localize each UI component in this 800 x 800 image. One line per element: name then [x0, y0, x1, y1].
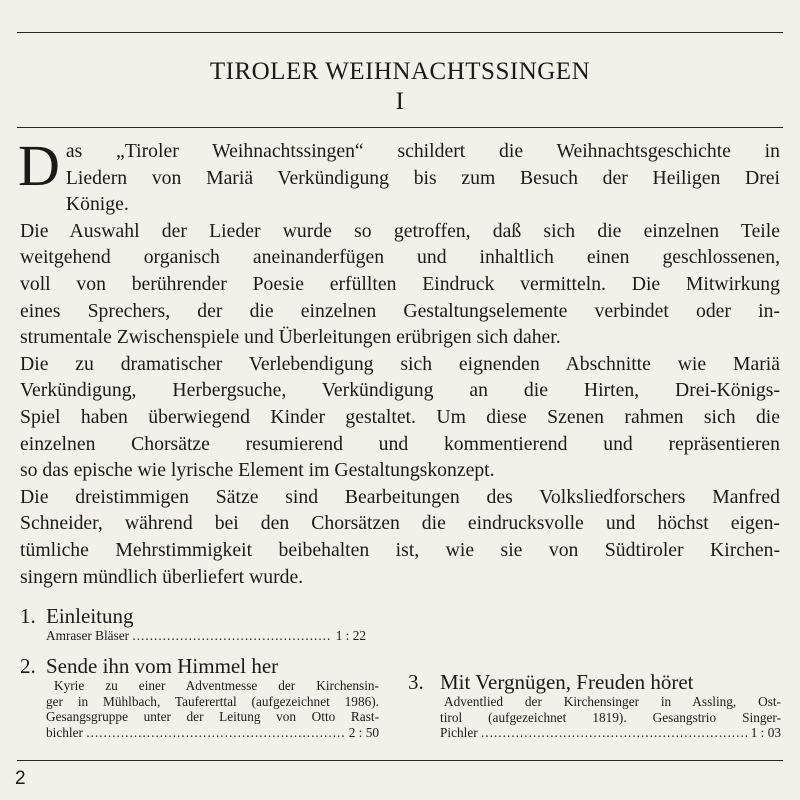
drop-cap: D — [18, 133, 60, 198]
track-duration-line — [46, 725, 379, 741]
intro-text — [18, 133, 780, 590]
intro-line: Spiel haben überwiegend Kinder gestaltet. Um diese Szenen rahmen sich die — [20, 405, 780, 428]
intro-line: Verkündigung, Herbergsuche, Verkündigung an die Hirten, Drei-Königs- — [20, 379, 780, 402]
track-duration: 2 : 50 — [348, 724, 379, 740]
track-number: 2. — [20, 654, 36, 678]
track-credit-line: Kyrie zu einer Adventmesse der Kirchensin- — [54, 678, 379, 693]
track-duration: 1 : 03 — [750, 725, 781, 740]
track-heading — [408, 670, 780, 694]
intro-line: singern mündlich überliefert wurde. — [20, 565, 304, 588]
leader-dots — [86, 725, 345, 741]
intro-line: tümliche Mehrstimmigkeit beibehalten ist, wie sie von Südtiroler Kirchen- — [20, 538, 780, 561]
track-credit-line: ger in Mühlbach, Taufererttal (aufgezeichnet 1986). — [46, 693, 379, 709]
track-entry — [20, 604, 380, 644]
track-entry — [408, 670, 780, 741]
track-credit-line: tirol (aufgezeichnet 1819). Gesangstrio Singer- — [440, 709, 781, 725]
track-title: Sende ihn vom Himmel her — [46, 654, 279, 678]
intro-line: Schneider, während bei den Chorsätzen die eindrucksvolle und höchst eigen- — [20, 512, 780, 535]
track-credit-line: Gesangsgruppe unter der Leitung von Otto Rast- — [46, 709, 379, 724]
intro-line: weitgehend organisch aneinanderfügen und inhaltlich einen geschlossenen, — [20, 246, 780, 269]
intro-line: strumentale Zwischenspiele und Überleitungen erübrigen sich daher. — [20, 326, 561, 349]
leader-dots — [132, 628, 332, 644]
track-credits — [440, 694, 781, 741]
footer-rule — [17, 760, 783, 761]
track-heading — [20, 654, 380, 678]
track-title: Mit Vergnügen, Freuden höret — [440, 670, 694, 694]
volume-number: I — [395, 88, 405, 115]
track-title: Einleitung — [46, 604, 134, 628]
intro-line: Die zu dramatischer Verlebendigung sich eignenden Abschnitte wie Mariä — [20, 352, 780, 375]
page-title: TIROLER WEIHNACHTSSINGEN — [209, 58, 591, 85]
intro-line: Die dreistimmigen Sätze sind Bearbeitungen des Volksliedforschers Manfred — [20, 485, 780, 508]
intro-line: einzelnen Chorsätze resumierend und kommentierend und repräsentieren — [20, 432, 780, 455]
intro-line: Liedern von Mariä Verkündigung bis zum Besuch der Heiligen Drei — [65, 166, 780, 189]
track-credit-line: Adventlied der Kirchensinger in Assling, Ost- — [444, 694, 781, 709]
track-duration: 1 : 22 — [335, 628, 366, 643]
page-number: 2 — [15, 768, 26, 789]
intro-line: so das epische wie lyrische Element im Gestaltungskonzept. — [20, 459, 495, 482]
track-credits — [46, 628, 366, 644]
intro-line: eines Sprechers, der die einzelnen Gestaltungselemente verbindet oder in- — [20, 299, 780, 322]
track-credit-final: Pichler — [440, 725, 478, 740]
track-credit-final: Amraser Bläser — [46, 628, 130, 643]
track-number: 1. — [20, 604, 36, 628]
track-entry — [20, 654, 380, 740]
intro-line: Könige. — [65, 193, 129, 216]
title-rule — [17, 127, 783, 128]
leader-dots — [481, 725, 747, 741]
intro-line: as „Tiroler Weihnachtssingen“ schildert die Weihnachtsgeschichte in — [65, 140, 780, 162]
track-heading — [20, 604, 380, 628]
top-rule — [17, 32, 783, 33]
intro-line: voll von berührender Poesie erfüllten Eindruck vermitteln. Die Mitwirkung — [20, 272, 780, 295]
track-credits — [46, 678, 379, 740]
intro-line: Die Auswahl der Lieder wurde so getroffen, daß sich die einzelnen Teile — [20, 219, 780, 242]
track-duration-line — [46, 628, 366, 644]
track-duration-line — [440, 725, 781, 741]
track-number: 3. — [408, 670, 424, 694]
track-credit-final: bichler — [46, 724, 83, 740]
